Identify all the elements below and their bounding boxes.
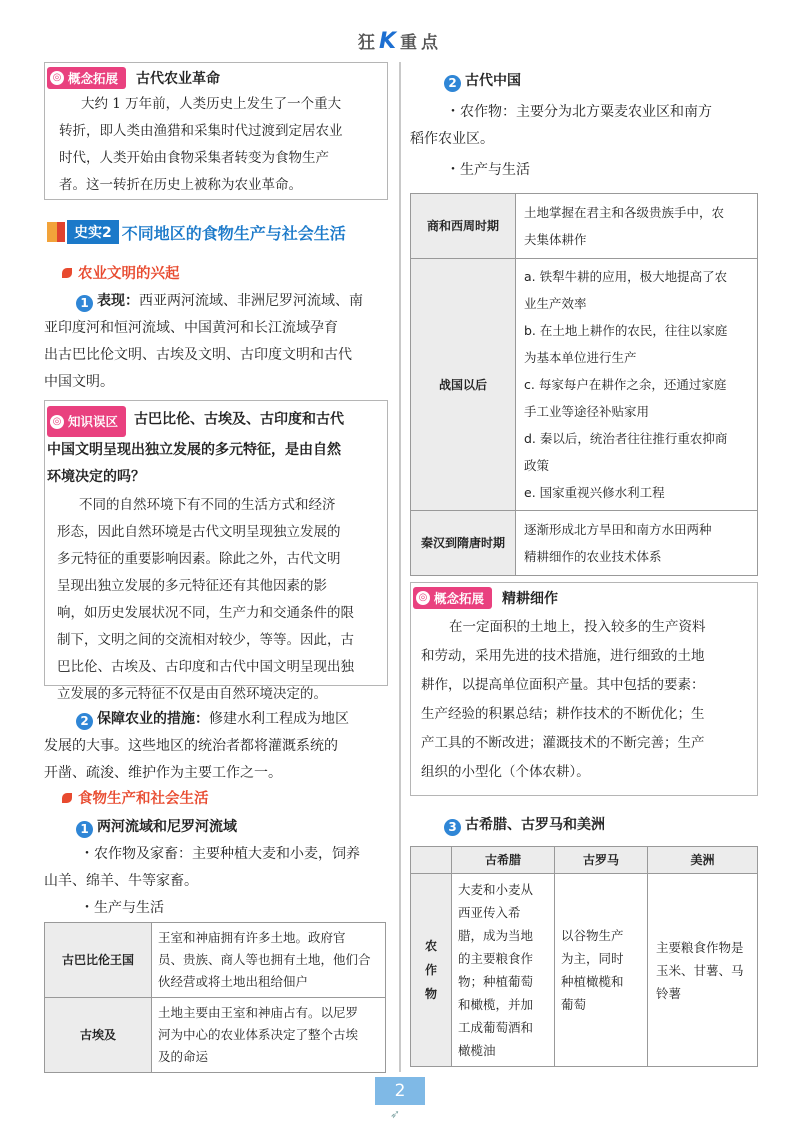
header-k-logo: K [378, 29, 401, 54]
concept-box-header [413, 587, 757, 609]
paragraph-agri-measures: 2 保障农业的措施：修建水利工程成为地区 发展的大事。这些地区的统治者都将灌溉系统的 开凿、疏浚、维护作为主要工作之一。 [44, 711, 349, 781]
misconception-box [44, 400, 388, 702]
column-divider [399, 62, 401, 1072]
table-greece-rome-america [410, 846, 758, 1067]
table-row: 战国以后 a. 铁犁牛耕的应用，极大地提高了农 业生产效率 b. 在土地上耕作的农民，往往以家庭 为基本单位进行生产 c. 每家每户在耕作之余，还通过家庭 手工业等途径补贴家用 d. 秦以后，统治者往往推行重农抑商 政策 e. 国家重视兴修水利工程 [411, 259, 758, 511]
paragraph-greece-rome-america: 3 古希腊、古罗马和美洲 [410, 812, 758, 839]
subheading-agri-civilization: 农业文明的兴起 [62, 262, 180, 283]
concept-tag: ◎ 概念拓展 [413, 587, 492, 609]
misconception-body: 不同的自然环境下有不同的生活方式和经济 形态，因此自然环境是古代文明呈现独立发展的 多元特征的重要影响因素。除此之外，古代文明 呈现出独立发展的多元特征还有其他因素的影 响，如历史发展状况不同，生产力和交通条件的限 制下，文明之间的交流相对较少，等等。因此，古 巴比伦、古埃及、古印度和古代中国文明呈现出独 立发展的多元特征不仅是由自然环境决定的。 [57, 497, 354, 702]
book-icon [47, 222, 65, 242]
concept-title: 精耕细作 [502, 591, 559, 607]
table-row: 古埃及 土地主要由王室和神庙占有。以尼罗 河为中心的农业体系决定了整个古埃 及的命运 [45, 998, 386, 1073]
header-text-right: 重点 [400, 33, 443, 53]
concept-icon: ◎ [50, 71, 64, 85]
paragraph-ancient-china: 2 古代中国 ・农作物：主要分为北方粟麦农业区和南方 稻作农业区。 ・生产与生活 [410, 73, 712, 178]
section-heading [47, 220, 346, 244]
misconception-tag: ◎ 知识误区 [47, 406, 126, 437]
section-tag: 史实2 [67, 220, 119, 244]
number-badge: 1 [76, 295, 93, 312]
concept-box-header [47, 67, 387, 89]
paragraph-manifestation: 1 表现：西亚两河流域、非洲尼罗河流域、南 亚印度河和恒河流域、中国黄河和长江流域孕育 出古巴比伦文明、古埃及文明、古印度文明和古代 中国文明。 [44, 293, 363, 390]
concept-title: 古代农业革命 [136, 71, 221, 87]
concept-tag: ◎ 概念拓展 [47, 67, 126, 89]
concept-box-agri-revolution [44, 62, 388, 200]
concept-body: 在一定面积的土地上，投入较多的生产资料 和劳动，采用先进的技术措施，进行细致的土地 耕作，以提高单位面积产量。其中包括的要素： 生产经验的积累总结；耕作技术的不断优化；生 产工具的不断改进；灌溉技术的不断完善；生产 组织的小型化（个体农耕）。 [421, 619, 706, 780]
subheading-food-production: 食物生产和社会生活 [62, 787, 209, 808]
number-badge: 2 [76, 713, 93, 730]
section-title: 不同地区的食物生产与社会生活 [121, 223, 346, 243]
table-header-row: 古希腊 古罗马 美洲 [411, 847, 758, 874]
page-header [0, 28, 800, 54]
bird-icon: ➶ [390, 1107, 401, 1121]
number-badge: 2 [444, 75, 461, 92]
leaf-icon [62, 268, 72, 278]
concept-icon: ◎ [416, 591, 430, 605]
table-row: 秦汉到隋唐时期 逐渐形成北方旱田和南方水田两种 精耕细作的农业技术体系 [411, 511, 758, 576]
misconception-icon: ◎ [50, 415, 64, 429]
number-badge: 1 [76, 821, 93, 838]
paragraph-two-rivers: 1 两河流域和尼罗河流域 ・农作物及家畜：主要种植大麦和小麦，饲养 山羊、绵羊、牛等家畜。 ・生产与生活 [44, 819, 360, 916]
misconception-question: ◎ 知识误区 古巴比伦、古埃及、古印度和古代 中国文明呈现出独立发展的多元特征，是由自然 环境决定的吗？ [47, 406, 379, 491]
leaf-icon [62, 793, 72, 803]
table-ancient-china [410, 193, 758, 576]
concept-box-intensive-farming [410, 582, 758, 796]
table-two-rivers [44, 922, 386, 1073]
table-row: 农 作 物 大麦和小麦从 西亚传入希 腊，成为当地 的主要粮食作 物；种植葡萄 和橄榄，并加 工成葡萄酒和 橄榄油 以谷物生产 为主，同时 种植橄榄和 葡萄 主要粮食作物是 玉米、甘薯、马 铃薯 [411, 874, 758, 1067]
table-row: 商和西周时期 土地掌握在君主和各级贵族手中，农 夫集体耕作 [411, 194, 758, 259]
header-text-left: 狂 [357, 33, 379, 53]
number-badge: 3 [444, 819, 461, 836]
concept-body: 大约 1 万年前，人类历史上发生了一个重大 转折，即人类由渔猎和采集时代过渡到定居农业 时代，人类开始由食物采集者转变为食物生产 者。这一转折在历史上被称为农业革命。 [59, 96, 343, 193]
page-number: 2 [375, 1077, 425, 1105]
table-row: 古巴比伦王国 王室和神庙拥有许多土地。政府官 员、贵族、商人等也拥有土地，他们合 伙经营或将土地出租给佃户 [45, 923, 386, 998]
